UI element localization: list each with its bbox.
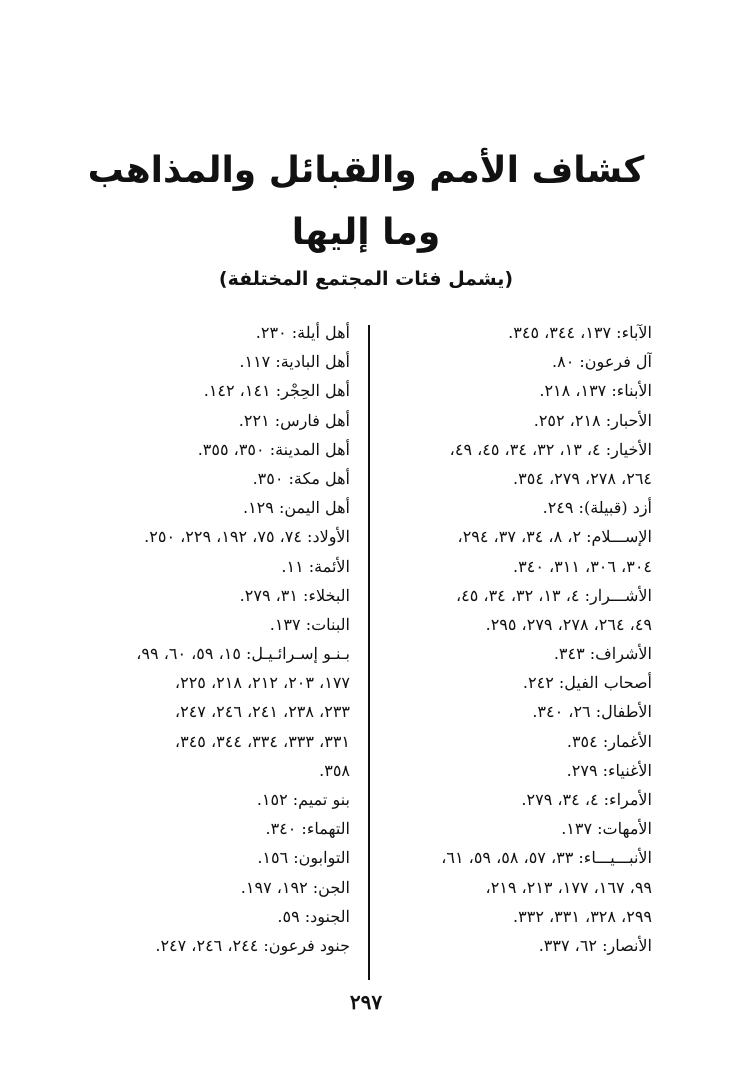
index-entry-line: أهل المدينة: ٣٥٠، ٣٥٥. [197, 439, 350, 459]
index-entry-line: ٣٥٨. [319, 760, 350, 780]
index-title-line1: كشاف الأمم والقبائل والمذاهب [87, 150, 645, 191]
index-entry-line: الأولاد: ٧٤، ٧٥، ١٩٢، ٢٢٩، ٢٥٠. [144, 527, 350, 547]
index-entry-line: الأنبـــيـــاء: ٣٣، ٥٧، ٥٨، ٥٩، ٦١، [441, 848, 652, 868]
index-entry-line: الأنصار: ٦٢، ٣٣٧. [538, 935, 652, 955]
page-number: ٢٩٧ [349, 990, 383, 1014]
index-entry-line: الأمهات: ١٣٧. [561, 819, 652, 839]
index-entry-line: ٤٩، ٢٦٤، ٢٧٨، ٢٧٩، ٢٩٥. [485, 614, 652, 634]
index-entry-line: جنود فرعون: ٢٤٤، ٢٤٦، ٢٤٧. [155, 935, 350, 955]
index-column-right [367, 318, 652, 960]
index-entry-line: الأمراء: ٤، ٣٤، ٢٧٩. [521, 790, 652, 809]
index-entry-line: آل فرعون: ٨٠. [552, 352, 652, 372]
index-entry-line: ٣٠٤، ٣٠٦، ٣١١، ٣٤٠. [513, 556, 652, 576]
index-entry-line: أهل أيلة: ٢٣٠. [255, 323, 350, 342]
index-entry-line: الأخيار: ٤، ١٣، ٣٢، ٣٤، ٤٥، ٤٩، [449, 439, 652, 459]
index-column-left [50, 318, 350, 960]
index-entry-line: بنو تميم: ١٥٢. [256, 790, 350, 809]
index-entry-line: الأئمة: ١١. [281, 556, 350, 576]
index-entry-line: ٢٩٩، ٣٢٨، ٣٣١، ٣٣٢. [513, 906, 652, 926]
index-entry-line: الأغمار: ٣٥٤. [566, 731, 652, 751]
index-entry-line: ١٧٧، ٢٠٣، ٢١٢، ٢١٨، ٢٢٥، [174, 673, 350, 693]
index-entry-line: الأبناء: ١٣٧، ٢١٨. [539, 381, 652, 401]
index-entry-line: الأشراف: ٣٤٣. [553, 644, 652, 664]
index-entry-line: الآباء: ١٣٧، ٣٤٤، ٣٤٥. [508, 323, 652, 342]
index-entry-line: أهل فارس: ٢٢١. [238, 410, 350, 430]
index-entry-line: الأطفال: ٢٦، ٣٤٠. [532, 702, 652, 722]
column-divider [368, 325, 370, 980]
index-entry-line: الأحبار: ٢١٨، ٢٥٢. [533, 410, 652, 430]
index-entry-line: أزد (قبيلة): ٢٤٩. [542, 498, 652, 518]
index-entry-line: ٢٣٣، ٢٣٨، ٢٤١، ٢٤٦، ٢٤٧، [174, 702, 350, 722]
index-entry-line: التهماء: ٣٤٠. [265, 819, 350, 839]
index-entry-line: أهل اليمن: ١٢٩. [242, 498, 350, 518]
index-entry-line: الجن: ١٩٢، ١٩٧. [240, 877, 350, 897]
index-entry-line: الإســـلام: ٢، ٨، ٣٤، ٣٧، ٢٩٤، [457, 527, 652, 547]
index-entry-line: أصحاب الفيل: ٢٤٢. [522, 673, 652, 693]
index-entry-line: ٩٩، ١٦٧، ١٧٧، ٢١٣، ٢١٩، [485, 877, 652, 897]
index-title-line2: وما إليها [291, 212, 441, 253]
index-subtitle: (يشمل فئات المجتمع المختلفة) [218, 268, 514, 290]
index-entry-line: بـنـو إسـرائـيـل: ١٥، ٥٩، ٦٠، ٩٩، [136, 644, 350, 664]
index-entry-line: ٣٣١، ٣٣٣، ٣٣٤، ٣٤٤، ٣٤٥، [174, 731, 350, 751]
index-entry-line: الأغنياء: ٢٧٩. [566, 760, 652, 780]
index-entry-line: البخلاء: ٣١، ٢٧٩. [239, 585, 350, 605]
index-entry-line: أهل الحِجْر: ١٤١، ١٤٢. [203, 381, 350, 401]
index-entry-line: أهل البادية: ١١٧. [239, 352, 350, 372]
index-entry-line: ٢٦٤، ٢٧٨، ٢٧٩، ٣٥٤. [513, 468, 652, 488]
index-entry-line: البنات: ١٣٧. [269, 614, 350, 634]
index-entry-line: الجنود: ٥٩. [277, 906, 350, 926]
index-entry-line: الأشـــرار: ٤، ١٣، ٣٢، ٣٤، ٤٥، [455, 585, 652, 605]
index-entry-line: التوابون: ١٥٦. [257, 848, 350, 868]
index-entry-line: أهل مكة: ٣٥٠. [252, 468, 350, 488]
